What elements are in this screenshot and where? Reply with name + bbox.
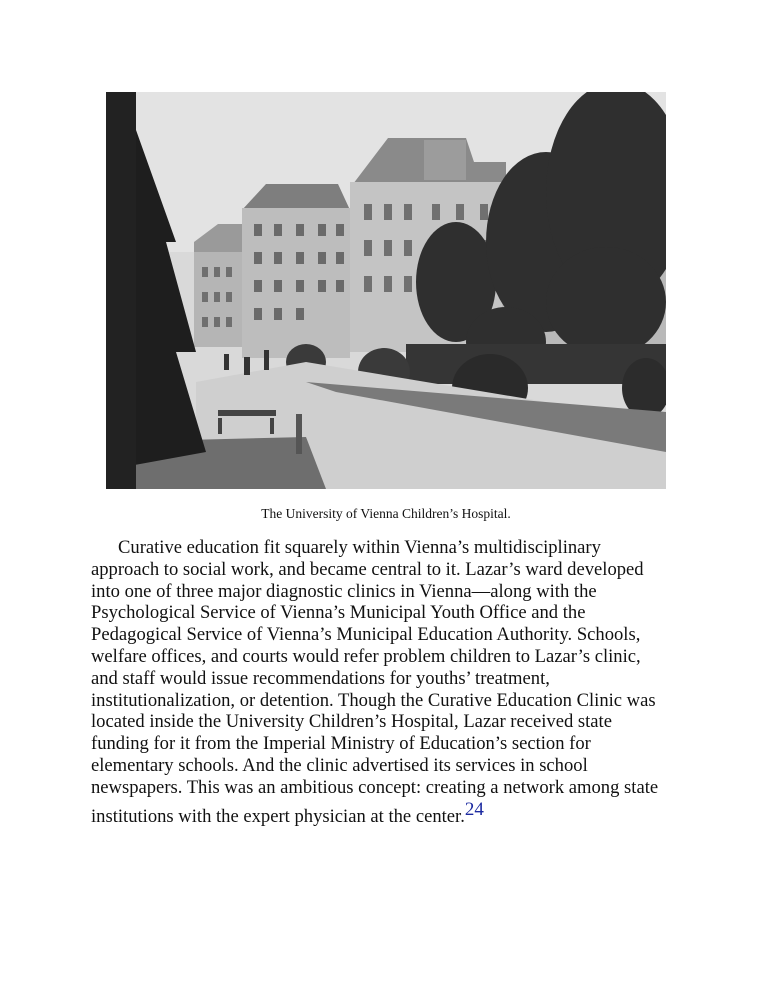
paragraph-line: Pedagogical Service of Vienna’s Municipal Education Authority. Schools, bbox=[91, 624, 641, 646]
footnote-link[interactable]: 24 bbox=[464, 798, 484, 820]
paragraph-line: institutionalization, or detention. Though the Curative Education Clinic was bbox=[91, 689, 656, 711]
paragraph-line: funding for it from the Imperial Ministry of Education’s section for bbox=[91, 733, 591, 755]
paragraph-line: and staff would issue recommendations for youths’ treatment, bbox=[91, 667, 550, 689]
paragraph-line: approach to social work, and became central to it. Lazar’s ward developed bbox=[91, 558, 644, 580]
paragraph-line-last bbox=[91, 798, 681, 828]
figure-caption: The University of Vienna Children’s Hospital. bbox=[261, 506, 511, 521]
hospital-photo bbox=[106, 92, 666, 489]
paragraph-line: located inside the University Children’s Hospital, Lazar received state bbox=[91, 711, 612, 733]
paragraph-line: welfare offices, and courts would refer problem children to Lazar’s clinic, bbox=[91, 645, 641, 667]
paragraph-line: newspapers. This was an ambitious concept: creating a network among state bbox=[91, 776, 659, 798]
paragraph-line: into one of three major diagnostic clinics in Vienna—along with the bbox=[91, 580, 597, 602]
building-far-left bbox=[194, 224, 246, 347]
paragraph-line: Psychological Service of Vienna’s Municipal Youth Office and the bbox=[91, 602, 586, 624]
body-paragraph bbox=[91, 537, 681, 827]
paragraph-line-text: institutions with the expert physician at the center. bbox=[91, 805, 465, 827]
building-center bbox=[242, 184, 350, 358]
paragraph-line: elementary schools. And the clinic advertised its services in school bbox=[91, 754, 588, 776]
paragraph-line: Curative education fit squarely within Vienna’s multidisciplinary bbox=[118, 537, 601, 558]
